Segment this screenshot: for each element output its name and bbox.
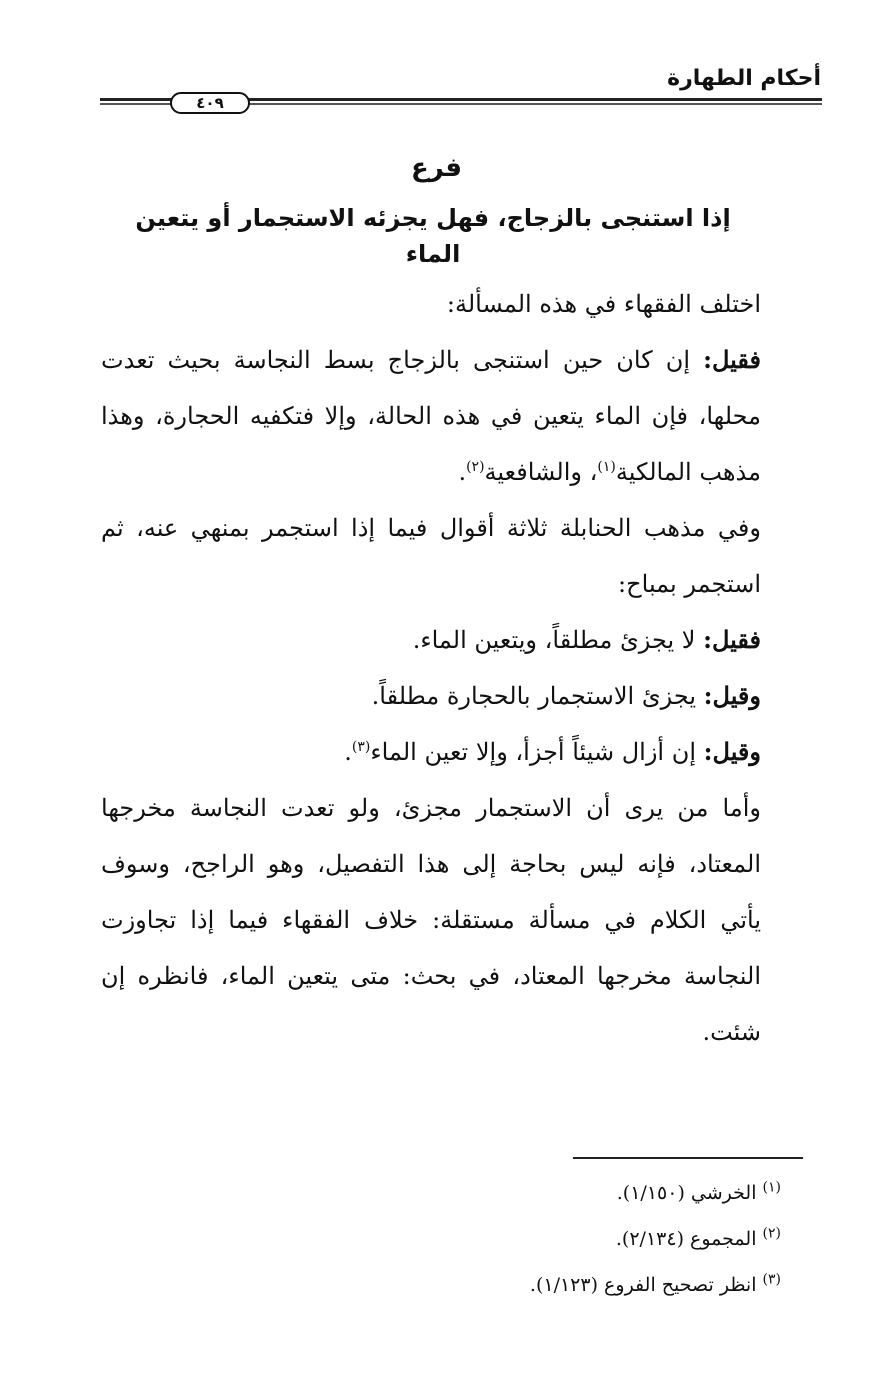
section-title: إذا استنجى بالزجاج، فهل يجزئه الاستجمار أو يتعين الماء: [135, 204, 731, 268]
footnote-ref-3: (٣): [351, 739, 371, 755]
footnote-text: انظر تصحيح الفروع (١/١٢٣).: [529, 1274, 763, 1296]
paragraph-first-opinion: [101, 332, 813, 500]
opinion-item-2: [101, 668, 813, 724]
footnote-text: المجموع (٢/١٣٤).: [615, 1228, 763, 1250]
paragraph-conclusion: وأما من يرى أن الاستجمار مجزئ، ولو تعدت النجاسة مخرجها المعتاد، فإنه ليس بحاجة إلى هذا التفصيل، وهو الراجح، وسوف يأتي الكلام في مسألة مستقلة: خلاف الفقهاء فيما إذا تجاوزت النجاسة مخرجها المعتاد، في بحث: متى يتعين الماء، فانظره إن شئت.: [101, 794, 761, 1046]
opinion-text: إن أزال شيئاً أجزأ، وإلا تعين الماء: [370, 738, 704, 766]
opinion-text: يجزئ الاستجمار بالحجارة مطلقاً.: [371, 682, 704, 710]
paragraph-hanbali: وفي مذهب الحنابلة ثلاثة أقوال فيما إذا استجمر بمنهي عنه، ثم استجمر بمباح:: [101, 514, 761, 598]
footnote-marker: (٣): [762, 1271, 781, 1288]
footnote-marker: (١): [762, 1179, 781, 1196]
paragraph-text: .: [458, 458, 467, 486]
opinion-item-3: [101, 724, 813, 780]
paragraph-text: ، والشافعية: [484, 458, 598, 486]
opinion-lead: وقيل:: [703, 737, 761, 766]
footnote-text: الخرشي (١/١٥٠).: [616, 1182, 763, 1204]
footnote-ref-1: (١): [597, 459, 616, 475]
paragraph-text: إن كان حين استنجى بالزجاج بسط النجاسة بحيث تعدت محلها، فإن الماء يتعين في هذه الحالة، وإلا فتكفيه الحجارة، وهذا مذهب المالكية: [101, 346, 761, 486]
footnotes: [181, 1170, 781, 1308]
page-number: ٤٠٩: [170, 92, 250, 114]
footnote-item: [181, 1216, 781, 1262]
opinion-lead: فقيل:: [703, 625, 761, 654]
footnote-item: [181, 1262, 781, 1308]
opinion-item-1: [101, 612, 813, 668]
opinion-lead: وقيل:: [703, 681, 761, 710]
paragraph-intro: اختلف الفقهاء في هذه المسألة:: [446, 290, 761, 318]
opinion-text: لا يجزئ مطلقاً، ويتعين الماء.: [412, 626, 704, 654]
header-rule: [100, 92, 822, 112]
section-label: فرع: [411, 153, 462, 183]
footnote-separator: [573, 1157, 803, 1159]
running-header-title: أحكام الطهارة: [667, 66, 821, 91]
footnote-ref-2: (٢): [466, 459, 485, 475]
opinion-lead: فقيل:: [703, 345, 761, 374]
body-text: [101, 276, 813, 1060]
opinion-text: .: [344, 738, 352, 766]
footnote-marker: (٢): [762, 1225, 781, 1242]
footnote-item: [181, 1170, 781, 1216]
